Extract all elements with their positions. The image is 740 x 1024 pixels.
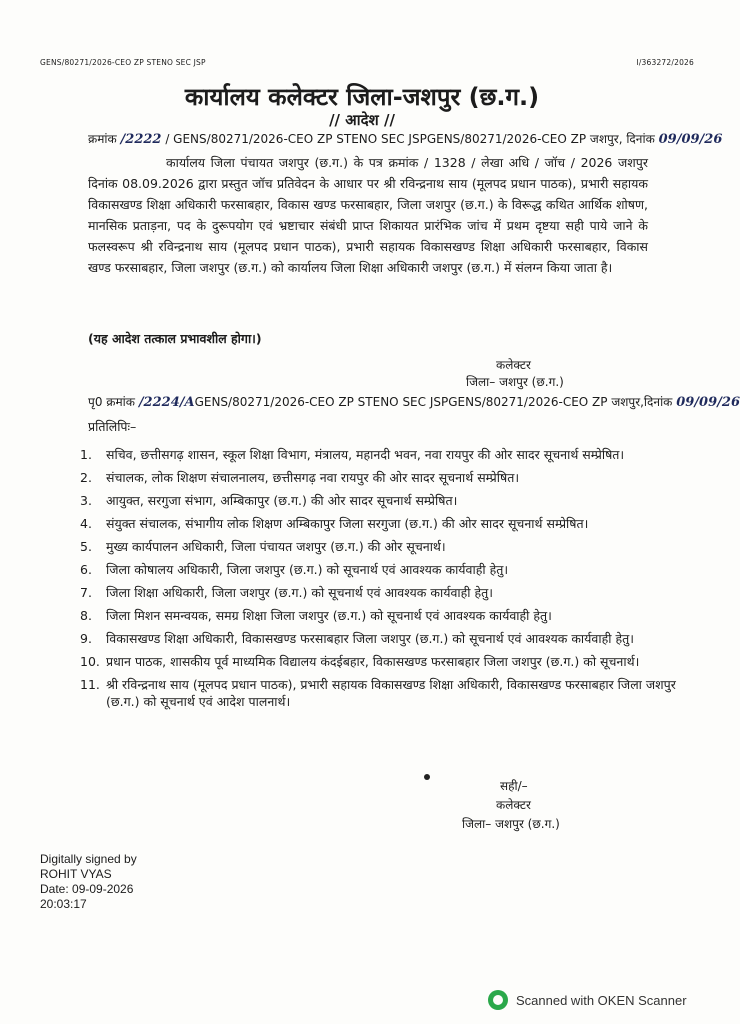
list-item-text: जिला मिशन समन्वयक, समग्र शिक्षा जिला जशपुर (छ.ग.) को सूचनार्थ एवं आवश्यक कार्यवाही हेतु। bbox=[106, 608, 552, 623]
collector-designation: कलेक्टर bbox=[496, 358, 531, 372]
list-item bbox=[80, 492, 680, 509]
list-item bbox=[80, 676, 680, 710]
order-number-line bbox=[88, 130, 723, 147]
collector-designation-2: कलेक्टर bbox=[496, 798, 531, 812]
list-item-number: 10. bbox=[80, 654, 100, 669]
digital-signature-line1: Digitally signed by bbox=[40, 852, 137, 866]
office-title: कार्यालय कलेक्टर जिला-जशपुर (छ.ग.) bbox=[184, 83, 540, 111]
digital-signature-name: ROHIT VYAS bbox=[40, 867, 112, 881]
list-item-text: जिला कोषालय अधिकारी, जिला जशपुर (छ.ग.) को सूचनार्थ एवं आवश्यक कार्यवाही हेतु। bbox=[106, 562, 509, 577]
order-date-handwritten: 09/09/26 bbox=[658, 132, 723, 147]
list-item-text: संयुक्त संचालक, संभागीय लोक शिक्षण अम्बिकापुर जिला सरगुजा (छ.ग.) की ओर सादर सूचनार्थ सम्प्रेषित। bbox=[106, 516, 589, 531]
collector-district-2: जिला– जशपुर (छ.ग.) bbox=[462, 817, 560, 831]
list-item bbox=[80, 469, 680, 486]
list-item-text: मुख्य कार्यपालन अधिकारी, जिला पंचायत जशपुर (छ.ग.) की ओर सूचनार्थ। bbox=[106, 539, 446, 554]
list-item-text: सचिव, छत्तीसगढ़ शासन, स्कूल शिक्षा विभाग, मंत्रालय, महानदी भवन, नवा रायपुर की ओर सादर सूचनार्थ सम्प्रेषित। bbox=[106, 447, 625, 462]
order-body: कार्यालय जिला पंचायत जशपुर (छ.ग.) के पत्र क्रमांक / 1328 / लेखा अधि / जॉच / 2026 जशपुर दिनांक 08.09.2026 द्वारा प्रस्तुत जॉच प्रतिवेदन के आधार पर श्री रविन्द्रनाथ साय (मूलपद प्रधान पाठक), प्रभारी सहायक विकासखण्ड शिक्षा अधिकारी फरसाबहार, विकास खण्ड फरसाबहार, जिला जशपुर (छ.ग.) के विरूद्ध कथित आर्थिक शोषण, मानसिक प्रताड़ना, पद के दुरूपयोग एवं भ्रष्टाचार संबंधी प्राप्त शिकायत प्रारंभिक जांच में प्रथम दृष्टया सही पाये जाने के फलस्वरूप श्री रविन्द्रनाथ साय (मूलपद प्रधान पाठक), प्रभारी सहायक विकासखण्ड शिक्षा अधिकारी फरसाबहार, विकास खण्ड फरसाबहार, जिला जशपुर (छ.ग.) को कार्यालय जिला शिक्षा अधिकारी जशपुर (छ.ग.) में संलग्न किया जाता है। bbox=[88, 155, 648, 275]
digital-signature bbox=[40, 852, 137, 912]
list-item-number: 1. bbox=[80, 447, 92, 462]
list-item bbox=[80, 607, 680, 624]
list-item-number: 5. bbox=[80, 539, 92, 554]
order-number-handwritten: /2222 bbox=[120, 132, 162, 147]
list-item-number: 8. bbox=[80, 608, 92, 623]
list-item bbox=[80, 584, 680, 601]
effect-note: (यह आदेश तत्काल प्रभावशील होगा।) bbox=[88, 331, 262, 346]
scanner-watermark bbox=[488, 990, 687, 1010]
collector-district: जिला– जशपुर (छ.ग.) bbox=[466, 375, 564, 389]
list-item-number: 11. bbox=[80, 677, 100, 692]
list-item bbox=[80, 630, 680, 647]
list-item-text: विकासखण्ड शिक्षा अधिकारी, विकासखण्ड फरसाबहार जिला जशपुर (छ.ग.) को सूचनार्थ एवं आवश्यक कार्यवाही हेतु। bbox=[106, 631, 634, 646]
list-item-number: 9. bbox=[80, 631, 92, 646]
file-reference-right: I/363272/2026 bbox=[636, 58, 694, 67]
endorsement-number-handwritten: /2224/A bbox=[138, 395, 195, 410]
digital-signature-date: Date: 09-09-2026 bbox=[40, 882, 134, 896]
oken-scanner-logo-icon bbox=[488, 990, 508, 1010]
list-item-text: श्री रविन्द्रनाथ साय (मूलपद प्रधान पाठक), प्रभारी सहायक विकासखण्ड शिक्षा अधिकारी, विकासखण्ड फरसाबहार जिला जशपुर (छ.ग.) को सूचनार्थ एवं आदेश पालनार्थ। bbox=[106, 677, 676, 709]
signed-mark: सही/– bbox=[500, 779, 528, 793]
list-item-number: 4. bbox=[80, 516, 92, 531]
copy-recipient-list bbox=[80, 446, 680, 716]
order-heading: // आदेश // bbox=[329, 111, 395, 129]
list-item bbox=[80, 653, 680, 670]
digital-signature-time: 20:03:17 bbox=[40, 897, 87, 911]
ink-dot bbox=[424, 774, 430, 780]
copy-label: प्रतिलिपिः– bbox=[88, 419, 137, 434]
list-item bbox=[80, 538, 680, 555]
endorsement-number-text: GENS/80271/2026-CEO ZP STENO SEC JSPGENS/80271/2026-CEO ZP जशपुर,दिनांक bbox=[194, 395, 673, 409]
order-number-text: / GENS/80271/2026-CEO ZP STENO SEC JSPGENS/80271/2026-CEO ZP जशपुर, दिनांक bbox=[165, 132, 655, 146]
endorsement-prefix: पृ0 क्रमांक bbox=[88, 395, 135, 409]
list-item-text: प्रधान पाठक, शासकीय पूर्व माध्यमिक विद्यालय कंदईबहार, विकासखण्ड फरसाबहार जिला जशपुर (छ.ग.) को सूचनार्थ। bbox=[106, 654, 640, 669]
scanner-label: Scanned with OKEN Scanner bbox=[516, 992, 687, 1008]
file-reference-left: GENS/80271/2026-CEO ZP STENO SEC JSP bbox=[40, 58, 206, 67]
list-item bbox=[80, 561, 680, 578]
endorsement-date-handwritten: 09/09/26 bbox=[676, 395, 740, 410]
list-item-text: आयुक्त, सरगुजा संभाग, अम्बिकापुर (छ.ग.) की ओर सादर सूचनार्थ सम्प्रेषित। bbox=[106, 493, 458, 508]
list-item bbox=[80, 446, 680, 463]
order-number-prefix: क्रमांक bbox=[88, 132, 117, 146]
list-item-number: 2. bbox=[80, 470, 92, 485]
endorsement-line bbox=[88, 393, 740, 410]
list-item-number: 6. bbox=[80, 562, 92, 577]
list-item bbox=[80, 515, 680, 532]
list-item-number: 3. bbox=[80, 493, 92, 508]
list-item-number: 7. bbox=[80, 585, 92, 600]
list-item-text: संचालक, लोक शिक्षण संचालनालय, छत्तीसगढ़ नवा रायपुर की ओर सादर सूचनार्थ सम्प्रेषित। bbox=[106, 470, 520, 485]
list-item-text: जिला शिक्षा अधिकारी, जिला जशपुर (छ.ग.) को सूचनार्थ एवं आवश्यक कार्यवाही हेतु। bbox=[106, 585, 494, 600]
